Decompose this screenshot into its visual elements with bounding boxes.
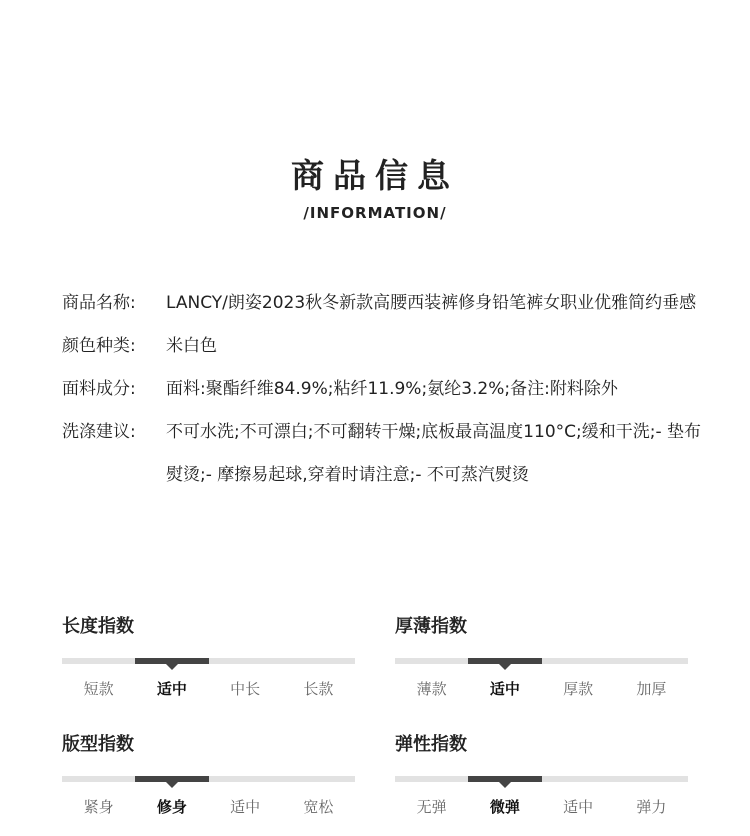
- info-value: LANCY/朗姿2023秋冬新款高腰西装裤修身铅笔裤女职业优雅简约垂感: [166, 293, 697, 313]
- info-key: 商品名称:: [62, 293, 136, 313]
- info-row-name: [62, 282, 702, 325]
- info-row-care: [62, 411, 702, 497]
- index-scale: [62, 776, 355, 782]
- index-option: 紧身: [83, 798, 114, 816]
- index-option: 适中: [230, 798, 261, 816]
- info-value: 米白色: [166, 336, 217, 356]
- info-value: 不可水洗;不可漂白;不可翻转干燥;底板最高温度110°C;缓和干洗;- 垫布熨烫;- 摩擦易起球,穿着时请注意;- 不可蒸汽熨烫: [166, 422, 701, 485]
- index-selected-marker: [468, 658, 541, 664]
- index-option: 加厚: [636, 680, 667, 698]
- index-option: 弹力: [636, 798, 667, 816]
- index-title: 版型指数: [62, 734, 134, 755]
- length-index: [62, 612, 355, 699]
- info-value: 面料:聚酯纤维84.9%;粘纤11.9%;氨纶3.2%;备注:附料除外: [166, 379, 618, 399]
- info-key: 颜色种类:: [62, 336, 136, 356]
- index-selected-marker: [135, 658, 208, 664]
- index-option: 无弹: [416, 798, 447, 816]
- index-scale: [395, 658, 688, 664]
- index-option: 适中: [489, 680, 520, 698]
- info-key: 面料成分:: [62, 379, 136, 399]
- section-title: 商品信息: [291, 156, 459, 195]
- index-option: 长款: [303, 680, 334, 698]
- index-scale: [395, 776, 688, 782]
- index-option: 短款: [83, 680, 114, 698]
- index-selected-marker: [468, 776, 541, 782]
- index-title: 厚薄指数: [395, 616, 467, 637]
- index-option: 中长: [230, 680, 261, 698]
- product-info-list: [62, 282, 702, 497]
- index-option: 厚款: [563, 680, 594, 698]
- index-option: 适中: [156, 680, 187, 698]
- index-option: 微弹: [489, 798, 520, 816]
- index-option: 适中: [563, 798, 594, 816]
- fit-index: [62, 730, 355, 817]
- index-scale: [62, 658, 355, 664]
- index-option: 宽松: [303, 798, 334, 816]
- index-option: 薄款: [416, 680, 447, 698]
- info-row-fabric: [62, 368, 702, 411]
- info-key: 洗涤建议:: [62, 422, 136, 442]
- index-selected-marker: [135, 776, 208, 782]
- index-option: 修身: [156, 798, 187, 816]
- index-title: 长度指数: [62, 616, 134, 637]
- section-subtitle: /INFORMATION/: [303, 204, 447, 222]
- elasticity-index: [395, 730, 688, 817]
- info-row-color: [62, 325, 702, 368]
- thickness-index: [395, 612, 688, 699]
- index-title: 弹性指数: [395, 734, 467, 755]
